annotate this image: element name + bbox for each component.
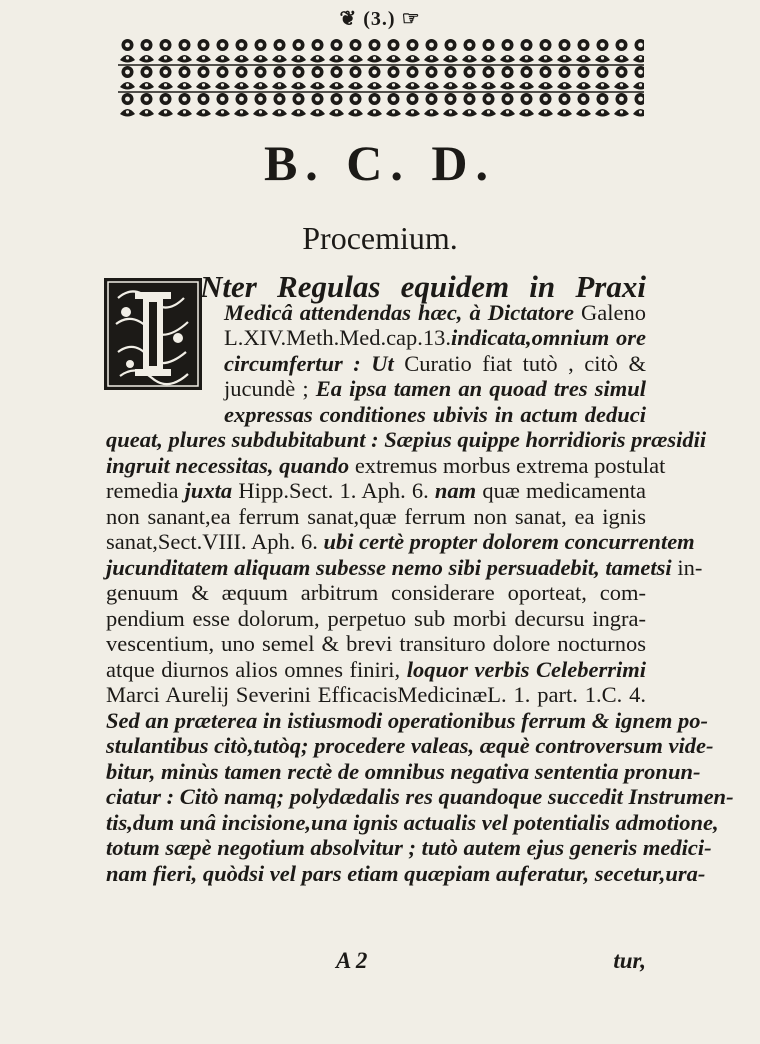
text-line [106,269,646,304]
text-line [106,452,666,479]
ornamental-headpiece [118,38,644,120]
text-run: Dictatore [487,299,574,325]
text-run: ingruit necessitas, quando [106,452,355,478]
hand-icon: ☞ [401,8,421,30]
text-run: ciatur : Citò namq; polydædalis res quandoque succedit Instrumen- [106,784,734,809]
text-line [106,657,646,683]
text-run: Nter Regulas equidem in Praxi [200,269,646,304]
text-run: sanat,Sect.VIII. Aph. 6. [106,529,324,554]
text-line [106,758,701,785]
page-number-text: (3.) [363,8,396,30]
text-line [106,733,714,759]
text-run: atque diurnos alios omnes finiri, [106,656,407,682]
text-run: juxta [184,478,239,503]
text-line [106,554,703,581]
text-run: jucunditatem aliquam subesse nemo sibi persuadebit, tametsi [106,554,678,580]
text-line [106,402,646,428]
text-run: quæ medicamenta [482,478,646,503]
text-line [106,300,646,326]
text-line [106,504,646,530]
text-run: Hipp.Sect. 1. Aph. 6. [238,478,435,503]
text-line [106,682,646,708]
text-line [106,809,719,836]
signature-mark: B. C. D. [263,135,497,191]
text-run: jucundè ; [224,376,316,401]
text-line [106,784,734,810]
text-line [106,325,646,351]
text-run: expressas conditiones ubivis in actum deduci [224,401,646,427]
text-run: stulantibus citò,tutòq; procedere valeas, æquè controversum vide- [106,733,714,758]
text-run: remedia [106,478,185,503]
text-run: nam [434,478,483,503]
text-run: loquor verbis Celeberrimi [406,656,646,682]
text-line [106,606,646,632]
text-run: ubi certè propter dolorem concurrentem [323,529,695,554]
text-run: in- [677,554,703,580]
section-title: Procemium. [302,220,458,256]
text-line [106,707,708,734]
text-run: circumfertur : Ut [224,350,405,376]
text-run: bitur, minùs tamen rectè de omnibus negativa sententia pronun- [106,758,701,784]
text-run: indicata,omnium ore [451,325,646,350]
text-run: Curatio fiat tutò , citò & [404,350,646,376]
text-line [106,478,646,504]
text-run: extremus morbus extrema postulat [354,452,666,478]
text-run: vescentium, uno semel & brevi transituro dolore nocturnos [106,631,646,656]
body-text [106,269,734,886]
text-run: Medicâ attendendas hæc, à [224,299,488,325]
text-line [106,376,646,402]
text-line [106,835,712,861]
page-footer [106,948,646,974]
catchword: tur, [613,948,646,973]
text-run: nam fieri, quòdsi vel pars etiam quæpiam auferatur, secetur,ura- [106,860,706,886]
text-run: pendium esse dolorum, perpetuo sub morbi decursu ingra- [106,605,646,631]
text-run: totum sæpè negotium absolvitur ; tutò autem ejus generis medici- [106,835,712,860]
text-run: genuum & æquum arbitrum considerare oporteat, com- [106,580,646,605]
text-run: L.XIV.Meth.Med.cap.13. [224,325,452,350]
text-run: queat, plures subdubitabunt : Sæpius quippe horridioris præsidii [106,427,707,452]
text-line [106,351,646,377]
text-line [106,529,695,555]
page-number [0,6,760,31]
text-run: Ea ipsa tamen an quoad tres simul [315,376,646,401]
text-run: Galeno [573,299,646,325]
text-line [106,580,646,606]
text-line [106,860,706,887]
text-line [106,631,646,657]
text-run: tis,dum unâ incisione,una ignis actualis vel potentialis admotione, [106,809,719,835]
text-run: non sanant,ea ferrum sanat,quæ ferrum non sanat, ea ignis [106,503,646,529]
pilcrow-icon: ❦ [339,8,358,30]
signature-footer: A 2 [336,948,368,973]
text-run: Sed an præterea in istiusmodi operationibus ferrum & ignem po- [106,707,708,733]
text-line [106,427,707,453]
text-run: Marci Aurelij Severini EfficacisMedicinæL. 1. part. 1.C. 4. [106,682,646,707]
